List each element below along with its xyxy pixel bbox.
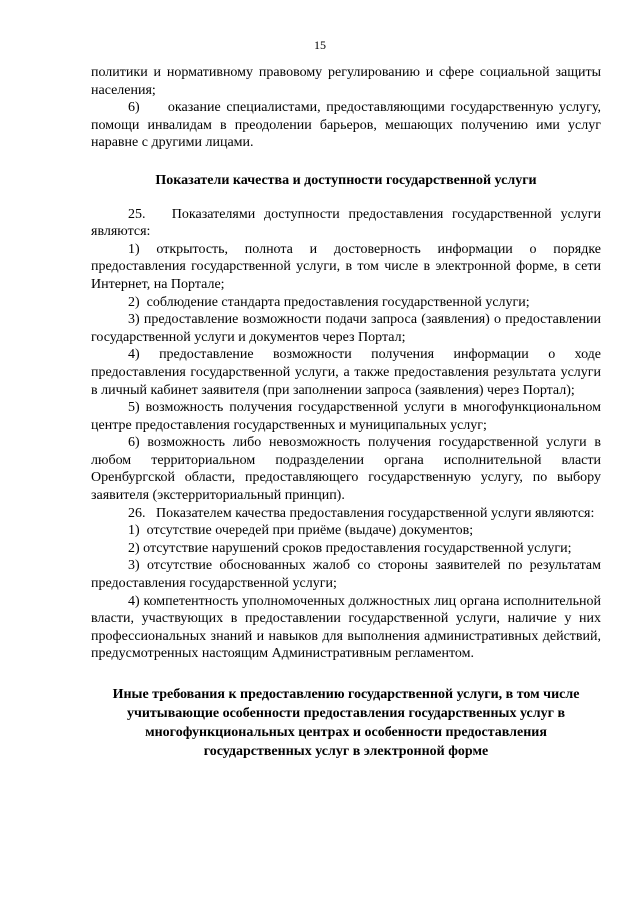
page-number: 15: [314, 38, 326, 52]
clause-25-item-3: 3) предоставление возможности подачи запроса (заявления) о предоставлении государственной услуги и документов через Портал;: [91, 312, 601, 345]
section-heading-other-requirements: Иные требования к предоставлению государственной услуги, в том числе учитывающие особенности предоставления государственных услуг в многофункциональных центрах и особенности предоставления государственных услуг в электронной форме: [112, 687, 580, 759]
clause-26-item-4: 4) компетентность уполномоченных должностных лиц органа исполнительной власти, участвующих в предоставлении государственной услуги, наличие у них профессиональных знаний и навыков для выполнения административных действий, предусмотренных настоящим Административным регламентом.: [91, 593, 601, 662]
clause-25-item-5: 5) возможность получения государственной услуги в многофункциональном центре предоставления государственных и муниципальных услуг;: [91, 400, 601, 433]
clause-25-item-1: 1) открытость, полнота и достоверность информации о порядке предоставления государственной услуги, в том числе в электронной форме, в сети Интернет, на Портале;: [91, 241, 601, 292]
list-item-6: 6) оказание специалистами, предоставляющими государственную услугу, помощи инвалидам в преодолении барьеров, мешающих получению ими услуг наравне с другими лицами.: [91, 100, 601, 151]
section-heading-quality: Показатели качества и доступности государственной услуги: [155, 172, 537, 188]
clause-25: 25. Показателями доступности предоставления государственной услуги являются:: [91, 206, 601, 240]
clause-26-item-2: 2) отсутствие нарушений сроков предоставления государственной услуги;: [128, 540, 572, 556]
clause-26-item-3: 3) отсутствие обоснованных жалоб со стороны заявителей по результатам предоставления государственной услуги;: [91, 558, 601, 592]
clause-25-item-2: 2) соблюдение стандарта предоставления государственной услуги;: [128, 294, 530, 310]
clause-25-item-4: 4) предоставление возможности получения информации о ходе предоставления государственной услуги, а также предоставления результата услуги в личный кабинет заявителя (при заполнении запроса (заявления) через Портал);: [91, 347, 601, 398]
clause-26: 26. Показателем качества предоставления государственной услуги являются:: [128, 505, 595, 521]
clause-26-item-1: 1) отсутствие очередей при приёме (выдаче) документов;: [128, 523, 474, 539]
page-content: [91, 64, 601, 761]
clause-25-item-6: 6) возможность либо невозможность получения государственной услуги в любом территориальном подразделении органа исполнительной власти Оренбургской области, предоставляющего государственную услугу, по выбору заявителя (экстерриториальный принцип).: [91, 435, 601, 504]
paragraph-continuation: политики и нормативному правовому регулированию и сфере социальной защиты населения;: [91, 65, 601, 98]
